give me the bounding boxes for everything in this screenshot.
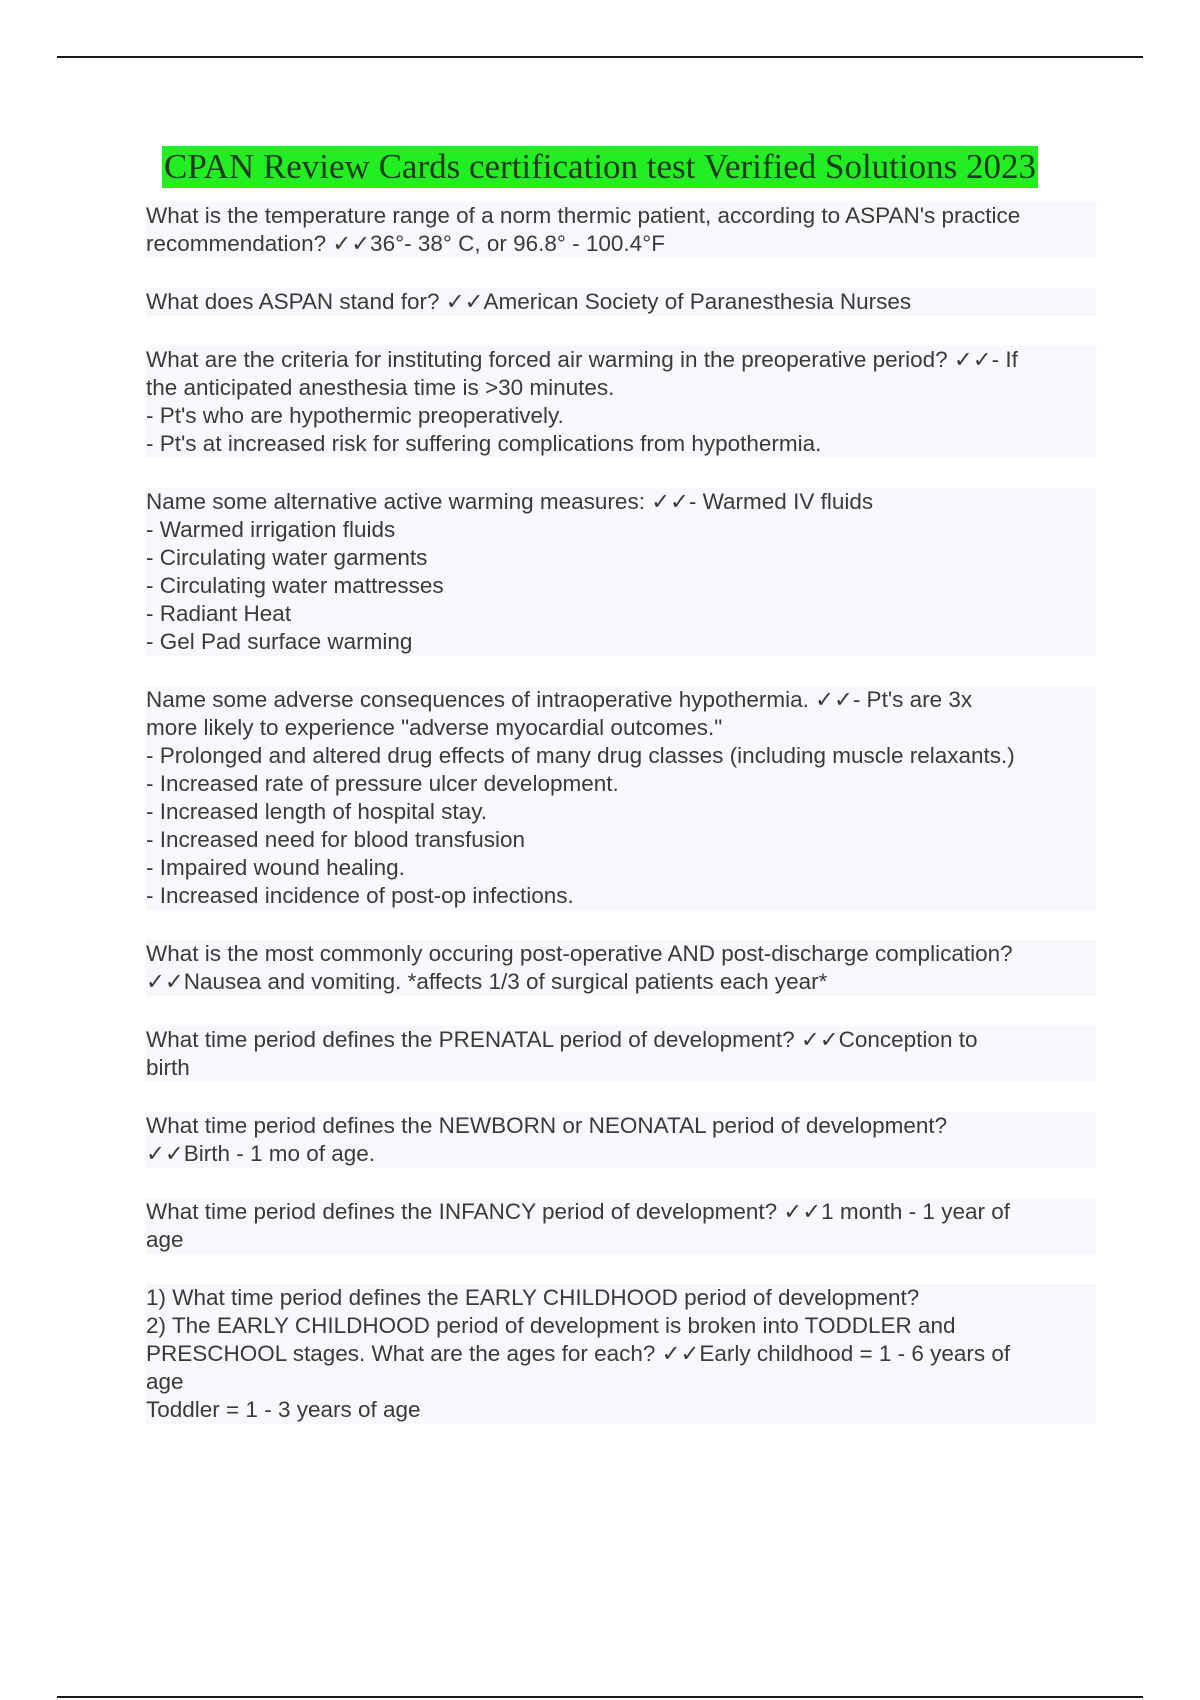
- card-line: ✓✓Nausea and vomiting. *affects 1/3 of surgical patients each year*: [146, 969, 828, 994]
- card-line: Toddler = 1 - 3 years of age: [146, 1397, 421, 1422]
- card-line: - Increased rate of pressure ulcer development.: [146, 771, 619, 796]
- card-line: What time period defines the INFANCY period of development? ✓✓1 month - 1 year of: [146, 1199, 1010, 1224]
- card-line: the anticipated anesthesia time is >30 minutes.: [146, 375, 615, 400]
- card-line: - Impaired wound healing.: [146, 855, 405, 880]
- card-line: age: [146, 1369, 184, 1394]
- document-title: CPAN Review Cards certification test Verified Solutions 2023: [164, 147, 1036, 186]
- card-line: - Radiant Heat: [146, 601, 292, 626]
- qa-card-newborn: [146, 1112, 1096, 1168]
- card-line: What does ASPAN stand for? ✓✓American Society of Paranesthesia Nurses: [146, 289, 912, 314]
- card-line: - Prolonged and altered drug effects of many drug classes (including muscle relaxants.): [146, 743, 1015, 768]
- document-body: [146, 202, 1096, 1454]
- card-line: - Increased incidence of post-op infections.: [146, 883, 574, 908]
- card-line: 2) The EARLY CHILDHOOD period of development is broken into TODDLER and: [146, 1313, 956, 1338]
- qa-card-infancy: [146, 1198, 1096, 1254]
- page-bottom-rule: [57, 1696, 1143, 1698]
- card-line: What time period defines the PRENATAL period of development? ✓✓Conception to: [146, 1027, 978, 1052]
- card-line: more likely to experience "adverse myocardial outcomes.": [146, 715, 723, 740]
- card-line: ✓✓Birth - 1 mo of age.: [146, 1141, 376, 1166]
- title-container: [0, 146, 1200, 188]
- card-line: age: [146, 1227, 184, 1252]
- card-line: - Gel Pad surface warming: [146, 629, 413, 654]
- qa-card-nausea: [146, 940, 1096, 996]
- card-line: 1) What time period defines the EARLY CHILDHOOD period of development?: [146, 1285, 920, 1310]
- card-line: birth: [146, 1055, 190, 1080]
- card-line: recommendation? ✓✓36°- 38° C, or 96.8° - 100.4°F: [146, 231, 665, 256]
- card-line: What are the criteria for instituting forced air warming in the preoperative period? ✓✓- If: [146, 347, 1018, 372]
- qa-card-early-childhood: [146, 1284, 1096, 1424]
- card-line: - Warmed irrigation fluids: [146, 517, 396, 542]
- card-line: - Pt's who are hypothermic preoperatively.: [146, 403, 564, 428]
- qa-card-warming-measures: [146, 488, 1096, 656]
- card-line: PRESCHOOL stages. What are the ages for each? ✓✓Early childhood = 1 - 6 years of: [146, 1341, 1011, 1366]
- qa-card-forced-air: [146, 346, 1096, 458]
- qa-card-temperature: [146, 202, 1096, 258]
- card-line: What time period defines the NEWBORN or NEONATAL period of development?: [146, 1113, 948, 1138]
- card-line: - Circulating water mattresses: [146, 573, 444, 598]
- page-top-rule: [57, 56, 1143, 58]
- card-line: - Increased length of hospital stay.: [146, 799, 488, 824]
- card-line: What is the most commonly occuring post-operative AND post-discharge complication?: [146, 941, 1013, 966]
- qa-card-prenatal: [146, 1026, 1096, 1082]
- card-line: Name some adverse consequences of intraoperative hypothermia. ✓✓- Pt's are 3x: [146, 687, 973, 712]
- qa-card-hypothermia-consequences: [146, 686, 1096, 910]
- card-line: - Increased need for blood transfusion: [146, 827, 525, 852]
- card-line: - Pt's at increased risk for suffering complications from hypothermia.: [146, 431, 822, 456]
- card-line: Name some alternative active warming measures: ✓✓- Warmed IV fluids: [146, 489, 874, 514]
- qa-card-aspan: [146, 288, 1096, 316]
- card-line: What is the temperature range of a norm thermic patient, according to ASPAN's practice: [146, 203, 1021, 228]
- card-line: - Circulating water garments: [146, 545, 428, 570]
